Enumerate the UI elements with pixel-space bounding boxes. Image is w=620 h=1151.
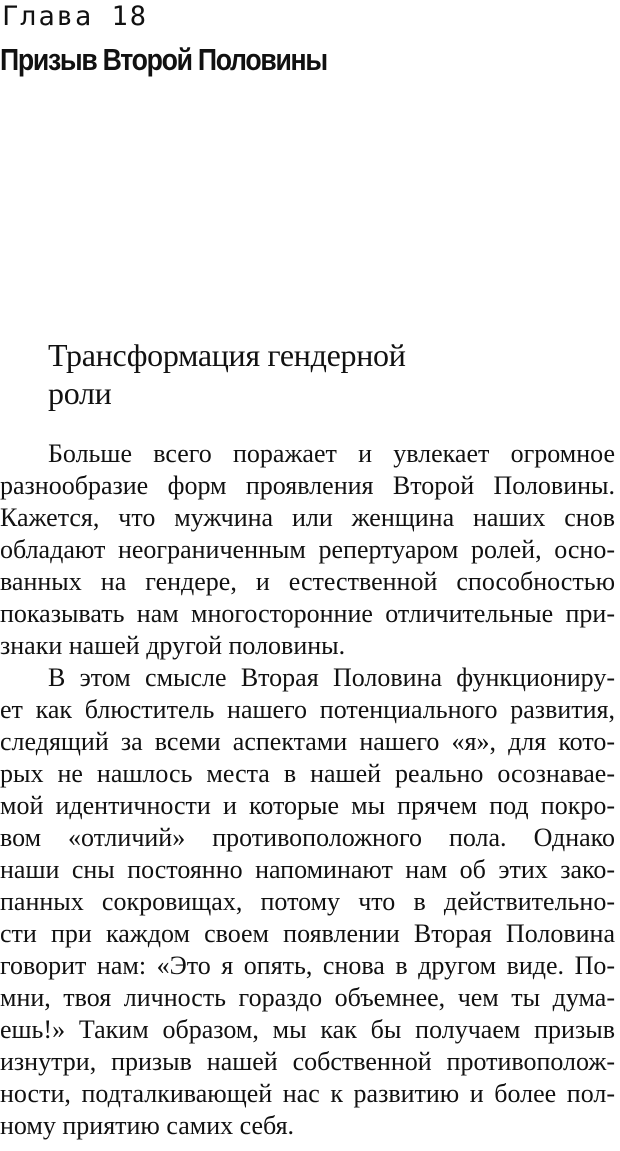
section-heading-line: Трансформация гендерной <box>48 337 406 373</box>
text-line: наши сны постоянно напоминают нам об этих зако- <box>0 855 615 884</box>
text-line: ности, подталкивающей нас к развитию и более пол- <box>0 1079 615 1108</box>
text-line: говорит нам: «Это я опять, снова в другом виде. По- <box>0 951 615 980</box>
text-line: знаки нашей другой половины. <box>0 631 346 660</box>
text-line: рых не нашлось места в нашей реально осознавае- <box>0 759 615 788</box>
text-line: вом «отличий» противоположного пола. Однако <box>0 823 615 852</box>
section-heading-line: роли <box>48 375 112 411</box>
text-line: разнообразие форм проявления Второй Половины. <box>0 471 615 500</box>
text-line: обладают неограниченным репертуаром ролей, осно- <box>0 535 615 564</box>
chapter-label: Глава 18 <box>2 1 149 32</box>
chapter-title: Призыв Второй Половины <box>0 42 327 77</box>
text-line: ет как блюститель нашего потенциального развития, <box>0 695 615 724</box>
text-line: ному приятию самих себя. <box>0 1111 295 1140</box>
section-heading <box>48 336 468 412</box>
text-line: ванных на гендере, и естественной способностью <box>0 567 615 596</box>
text-line: панных сокровищах, потому что в действительно- <box>0 887 615 916</box>
paragraph-1 <box>0 438 615 662</box>
text-line: сти при каждом своем появлении Вторая Половина <box>0 919 615 948</box>
text-line: следящий за всеми аспектами нашего «я», для кото- <box>0 727 615 756</box>
body-text <box>0 438 615 1142</box>
text-line: показывать нам многосторонние отличительные при- <box>0 599 615 628</box>
text-line: мой идентичности и которые мы прячем под покро- <box>0 791 615 820</box>
text-line: Больше всего поражает и увлекает огромное <box>48 439 615 468</box>
text-line: мни, твоя личность гораздо объемнее, чем ты дума- <box>0 983 615 1012</box>
text-line: Кажется, что мужчина или женщина наших снов <box>0 503 615 532</box>
text-line: В этом смысле Вторая Половина функциониру- <box>48 663 615 692</box>
paragraph-2 <box>0 662 615 1142</box>
text-line: ешь!» Таким образом, мы как бы получаем призыв <box>0 1015 615 1044</box>
text-line: изнутри, призыв нашей собственной противополож- <box>0 1047 615 1076</box>
